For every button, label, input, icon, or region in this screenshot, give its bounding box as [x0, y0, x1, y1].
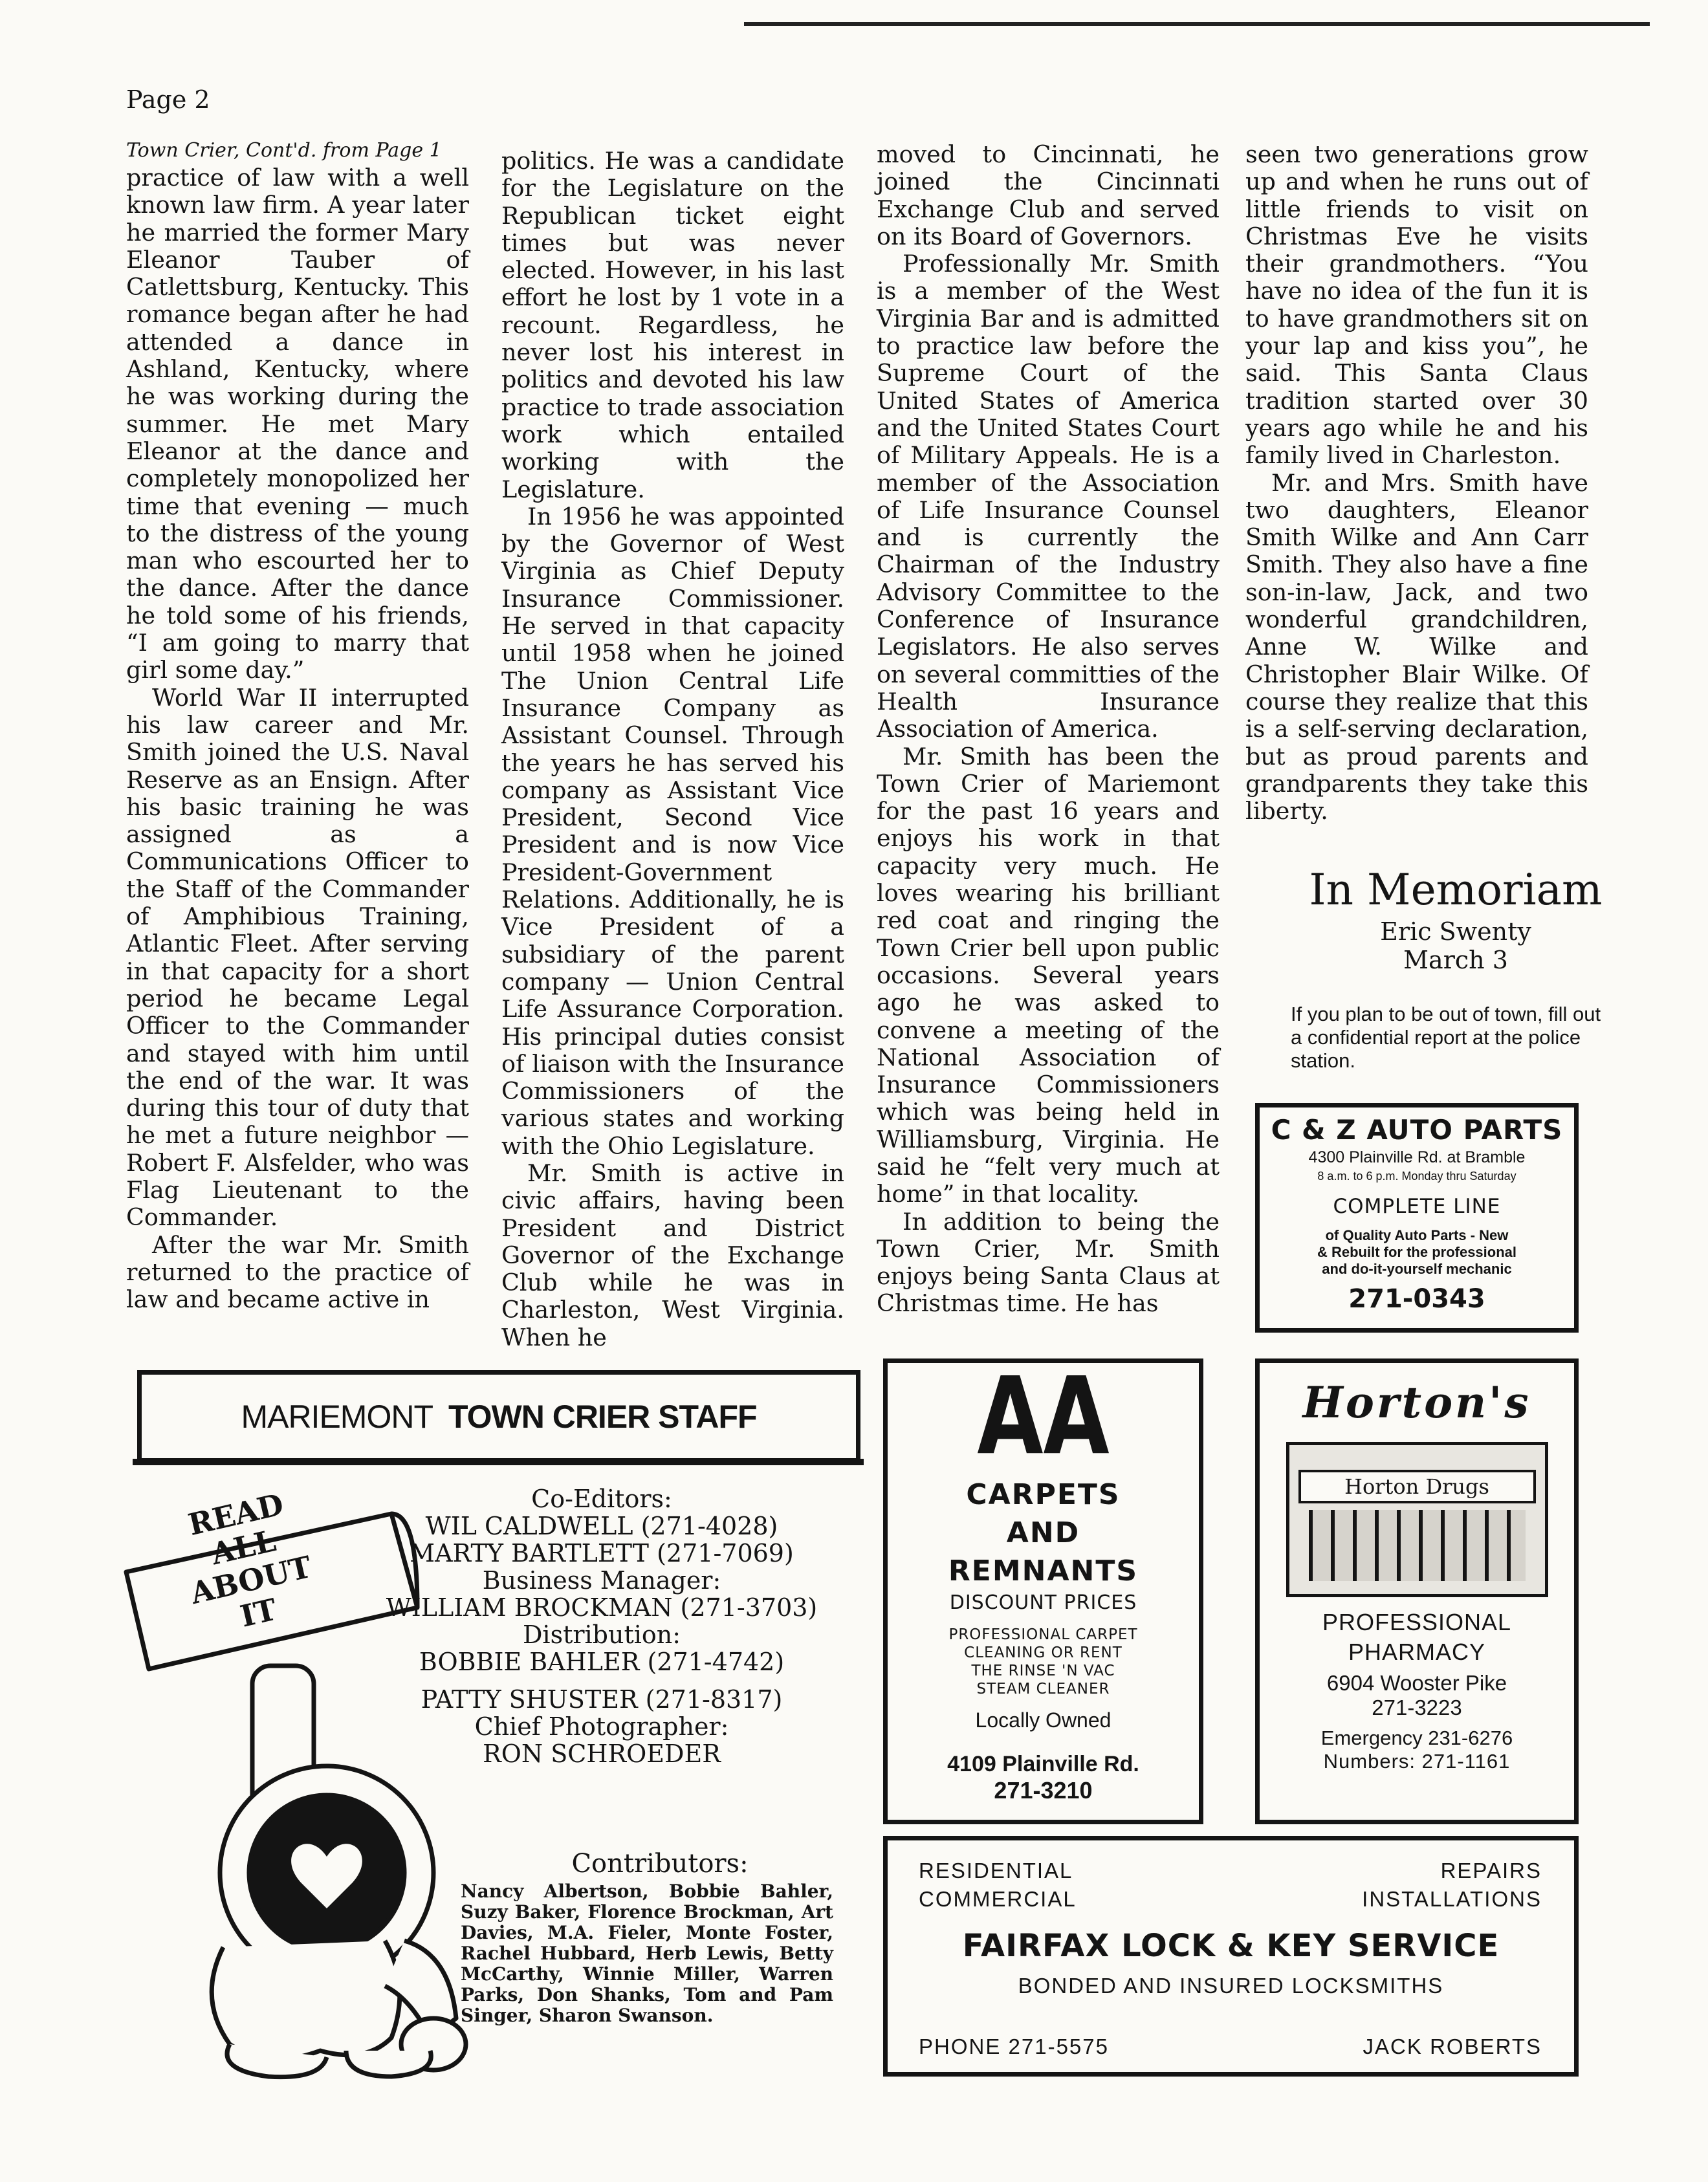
coeditor: MARTY BARTLETT (271-7069) — [410, 1539, 794, 1567]
aa-service: CLEANING OR RENT — [964, 1644, 1122, 1661]
article-paragraph: World War II interrupted his law career and Mr. Smith joined the U.S. Naval Reserve as an Ensign. After his basic training he was assigned as a Communications Officer to the Staff of the Commander of Amphibious Training, Atlantic Fleet. After serving in that capacity for a short period he became Legal Officer to the Commander and stayed with him until the end of the war. It was during this tour of duty that he met a future neighbor — Robert F. Alsfelder, who was Flag Lieutenant to the Commander. — [126, 683, 469, 1232]
article-paragraph: Mr. Smith has been the Town Crier of Mariemont for the past 16 years and enjoys his work in that capacity very much. He loves wearing his brilliant red coat and ringing the Town Crier bell upon public occasions. Several years ago he was asked to convene a meeting of the National Association of Insurance Commissioners which was being held in Williamsburg, Virginia. He said he “felt very much at home” in that locality. — [877, 742, 1220, 1208]
memoriam-date: March 3 — [1403, 946, 1508, 974]
ad-cz-auto-parts — [1255, 1103, 1579, 1333]
fairfax-tagline: BONDED AND INSURED LOCKSMITHS — [1018, 1974, 1444, 1998]
numbers-label: Numbers: — [1323, 1750, 1416, 1773]
fairfax-right-2: INSTALLATIONS — [1362, 1887, 1542, 1911]
contributors-label: Contributors: — [571, 1849, 749, 1879]
aa-service: PROFESSIONAL CARPET — [948, 1626, 1138, 1643]
article-paragraph: In addition to being the Town Crier, Mr. Smith enjoys being Santa Claus at Christmas time. He has — [877, 1207, 1220, 1318]
distribution-label: Distribution: — [522, 1620, 681, 1649]
cz-line: & Rebuilt for the professional — [1317, 1244, 1517, 1260]
emergency-phone: 231-6276 — [1428, 1727, 1513, 1749]
mascot-sign-text: READ ALL ABOUT IT — [184, 1487, 315, 1634]
aa-discount: DISCOUNT PRICES — [949, 1591, 1137, 1614]
article-column-2 — [501, 147, 844, 1351]
article-paragraph: Professionally Mr. Smith is a member of the West Virginia Bar and is admitted to practice law before the Supreme Court of the United States of America and the United States Court of Military Appeals. He is a member of the Association of Life Insurance Counsel and is currently the Chairman of the Industry Advisory Committee to the Conference of Insurance Legislators. He also serves on several committies of the Health Insurance Association of America. — [877, 250, 1220, 743]
ad-fairfax-lock — [883, 1836, 1579, 2077]
police-notice: If you plan to be out of town, fill out a confidential report at the police station. — [1291, 1003, 1601, 1072]
fairfax-phone: PHONE 271-5575 — [919, 2035, 1109, 2058]
cz-hours: 8 a.m. to 6 p.m. Monday thru Saturday — [1317, 1170, 1516, 1183]
top-rule — [744, 22, 1650, 26]
article-paragraph: After the war Mr. Smith returned to the practice of law and became active in — [126, 1230, 469, 1314]
memoriam-title: In Memoriam — [1309, 865, 1603, 915]
article-paragraph: practice of law with a well known law firm. A year later he married the former Mary Eleanor Tauber of Catlettsburg, Kentucky. This romance began after he had attended a dance in Ashland, Kentucky, where he was working during the summer. He met Mary Eleanor at the dance and completely monopolized her time that evening — much to the distress of the young man who escourted her to the dance. After the dance he told some of his friends, “I am going to marry that girl some day.” — [126, 164, 469, 684]
photographer-label: Chief Photographer: — [474, 1712, 729, 1741]
business-manager: WILLIAM BROCKMAN (271-3703) — [386, 1593, 818, 1622]
coeditor: WIL CALDWELL (271-4028) — [425, 1512, 778, 1540]
staff-list — [362, 1485, 841, 1767]
fairfax-owner: JACK ROBERTS — [1363, 2035, 1542, 2058]
business-manager-label: Business Manager: — [482, 1566, 721, 1595]
numbers-phone: 271-1161 — [1421, 1750, 1511, 1773]
storefront-windows — [1309, 1510, 1526, 1581]
hortons-logo: Horton's — [1302, 1377, 1531, 1428]
hortons-line: PHARMACY — [1348, 1639, 1486, 1665]
staff-header-mariemont: MARIEMONT — [241, 1398, 433, 1435]
fairfax-left-1: RESIDENTIAL — [919, 1859, 1073, 1882]
article-column-4 — [1245, 141, 1588, 825]
article-paragraph: politics. He was a candidate for the Legislature on the Republican ticket eight times but was never elected. However, in his last effort he lost by 1 vote in a recount. Regardless, he never lost his interest in politics and devoted his law practice to trade association work which entailed working with the Legislature. — [501, 147, 844, 503]
cz-name: C & Z AUTO PARTS — [1271, 1114, 1563, 1146]
cz-line: of Quality Auto Parts - New — [1325, 1227, 1509, 1243]
ad-hortons-pharmacy — [1255, 1358, 1579, 1824]
continued-from-line: Town Crier, Cont'd. from Page 1 — [126, 139, 442, 162]
aa-line: AND — [1006, 1516, 1080, 1549]
distributor: PATTY SHUSTER (271-8317) — [421, 1685, 783, 1714]
hortons-address: 6904 Wooster Pike — [1326, 1671, 1507, 1695]
aa-service: THE RINSE 'N VAC — [971, 1663, 1115, 1679]
hortons-phone: 271-3223 — [1372, 1696, 1462, 1719]
memoriam-details — [1255, 917, 1656, 974]
fairfax-right-1: REPAIRS — [1440, 1859, 1542, 1882]
ad-aa-carpets — [883, 1354, 1203, 1824]
staff-header-underline — [133, 1459, 864, 1465]
cz-headline: COMPLETE LINE — [1333, 1195, 1501, 1218]
article-paragraph: In 1956 he was appointed by the Governor of West Virginia as Chief Deputy Insurance Commissioner. He served in that capacity until 1958 when he joined The Union Central Life Insurance Company as Assistant Counsel. Through the years he has served his company as Assistant Vice President, Second Vice President and is now Vice President-Government Relations. Additionally, he is Vice President of a subsidiary of the parent company — Union Central Life Assurance Corporation. His principal duties consist of liaison with the Insurance Commissioners of the various states and working with the Ohio Legislature. — [501, 502, 844, 1160]
memoriam-name: Eric Swenty — [1380, 917, 1531, 946]
article-paragraph: Mr. Smith is active in civic affairs, having been President and District Governor of the Exchange Club while he was in Charleston, West Virginia. When he — [501, 1159, 844, 1351]
page-number: Page 2 — [126, 85, 210, 114]
distributor: BOBBIE BAHLER (271-4742) — [419, 1648, 785, 1676]
article-paragraph: seen two generations grow up and when he runs out of little friends to visit on Christmas Eve he visits their grandmothers. “You have no idea of the fun it is to have grandmothers sit on your lap and kiss you”, he said. This Santa Claus tradition started over 30 years ago while he and his family lived in Charleston. — [1245, 140, 1588, 470]
article-paragraph: Mr. and Mrs. Smith have two daughters, Eleanor Smith Wilke and Ann Carr Smith. They also have a fine son-in-law, Jack, and two wonderful grandchildren, Anne W. Wilke and Christopher Blair Wilke. Of course they realize that this is a self-serving declaration, but as proud parents and grandparents they take this liberty. — [1245, 468, 1588, 825]
aa-line: CARPETS — [966, 1478, 1121, 1511]
aa-address: 4109 Plainville Rd. — [947, 1752, 1139, 1776]
hortons-emergency — [1260, 1727, 1574, 1750]
aa-service: STEAM CLEANER — [976, 1681, 1110, 1697]
aa-line: REMNANTS — [948, 1555, 1139, 1587]
emergency-label: Emergency — [1320, 1727, 1423, 1749]
hortons-store-sign: Horton Drugs — [1298, 1470, 1536, 1503]
staff-header — [137, 1370, 860, 1463]
article-paragraph: moved to Cincinnati, he joined the Cincinnati Exchange Club and served on its Board of Governors. — [877, 140, 1220, 250]
hortons-numbers — [1260, 1750, 1574, 1773]
aa-logo: AA — [977, 1354, 1110, 1479]
fairfax-left-2: COMMERCIAL — [919, 1887, 1077, 1911]
aa-locally-owned: Locally Owned — [975, 1708, 1111, 1732]
aa-phone: 271-3210 — [994, 1777, 1093, 1804]
cz-phone: 271-0343 — [1348, 1284, 1485, 1314]
staff-header-title: TOWN CRIER STAFF — [448, 1398, 757, 1435]
fairfax-name: FAIRFAX LOCK & KEY SERVICE — [962, 1928, 1500, 1964]
cz-address: 4300 Plainville Rd. at Bramble — [1308, 1148, 1526, 1166]
cz-line: and do-it-yourself mechanic — [1322, 1261, 1512, 1277]
article-column-1 — [126, 137, 469, 1313]
hortons-line: PROFESSIONAL — [1322, 1609, 1512, 1635]
coeditors-label: Co-Editors: — [531, 1485, 672, 1513]
photographer: RON SCHROEDER — [483, 1740, 721, 1768]
article-column-3 — [877, 141, 1220, 1318]
hortons-storefront — [1286, 1442, 1548, 1597]
contributors-list: Nancy Albertson, Bobbie Bahler, Suzy Baker, Florence Brockman, Art Davies, M.A. Fieler, Monte Foster, Rachel Hubbard, Herb Lewis, Betty McCarthy, Winnie Miller, Warren Parks, Don Shanks, Tom and Pam Singer, Sharon Swanson. — [461, 1881, 833, 2026]
